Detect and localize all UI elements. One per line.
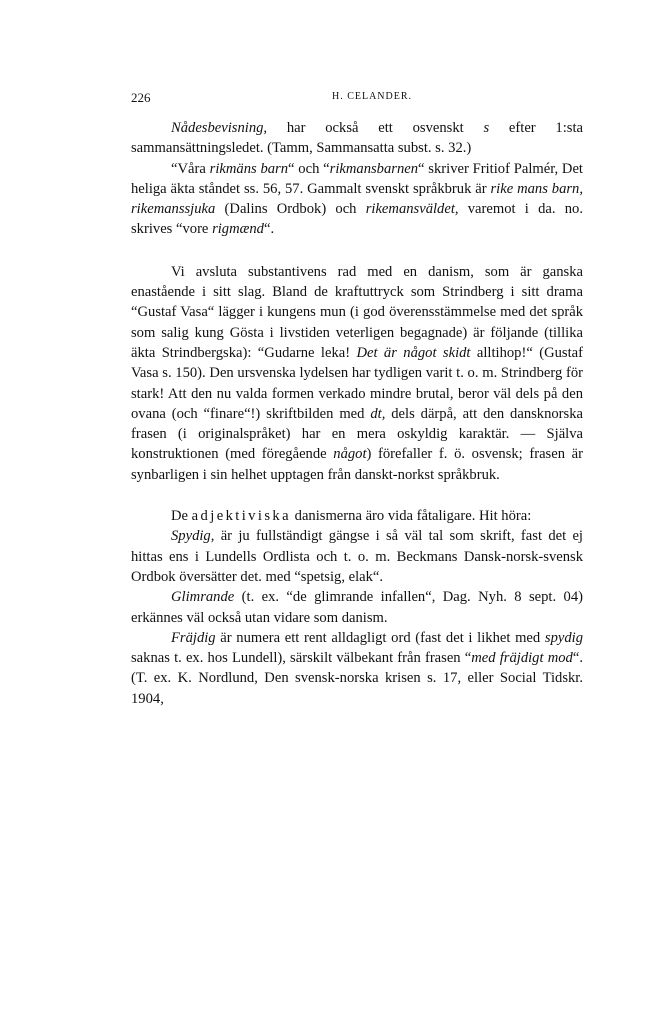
paragraph-gap <box>131 485 583 506</box>
paragraph <box>131 506 583 526</box>
text-run: (Dalins Ordbok) och <box>215 201 366 218</box>
text-run: “. (T. ex. K. Nordlund, Den svensk-norska krisen s. 17, eller Social Tidskr. 1904, <box>131 650 583 707</box>
paragraph <box>131 159 583 240</box>
text-run: är ju fullständigt gängse i så väl tal som skrift, fast det ej hittas ens i Lundells Ordlista och t. o. m. Beckmans Dansk-norsk-svensk Ordbok översätter det. med “spetsig, elak“. <box>131 528 583 585</box>
text-run: varemot i da. no. skrives “vore <box>131 201 583 238</box>
italic-text: Fräjdig <box>171 629 216 646</box>
italic-text: rigmænd <box>212 221 264 238</box>
paragraph <box>131 262 583 485</box>
text-run: “. <box>263 221 275 238</box>
text-run: ) förefaller f. ö. osvensk; frasen är synbarligen i sin helhet upptagen från danskt-norkst språkbruk. <box>131 446 583 483</box>
text-run: “ skriver Fritiof Palmér, Det heliga äkta ståndet ss. 56, 57. Gammalt svenskt språkbruk är <box>131 160 583 197</box>
text-run: saknas t. ex. hos Lundell), särskilt välbekant från frasen “ <box>131 650 472 667</box>
italic-text: Spydig, <box>171 528 215 545</box>
text-run: De <box>171 508 192 525</box>
italic-text: rikmäns barn <box>209 160 289 177</box>
text-run: danismerna äro vida fåtaligare. Hit höra: <box>291 508 532 525</box>
italic-text: något <box>333 446 367 463</box>
paragraph-gap <box>131 240 583 262</box>
text-run: Vi avsluta substantivens rad med en danism, som är ganska enastående i sitt slag. Bland de kraftuttryck som Strindberg i sitt drama “Gustaf Vasa“ lägger i kungens mun (i god överensstämmelse med det språk som salig kung Gösta i livstiden veterligen begagnade) är följande (tillika äkta Strindbergska): “Gudarne leka! <box>131 263 583 361</box>
spaced-text: adjektiviska <box>191 508 291 525</box>
text-run: “ och “ <box>288 160 330 177</box>
text-run: alltihop!“ (Gustaf Vasa s. 150). Den ursvenska lydelsen har tydligen varit t. o. m. Strindberg för stark! Att den nu valda formen verkado mindre brutal, beror väl dels på den ovana (och “finare“!) skriftbilden med <box>131 344 583 422</box>
italic-text: Nådesbevisning, <box>171 120 268 136</box>
text-run: har också ett osvenskt <box>267 120 484 136</box>
italic-text: Det är något skidt <box>356 344 471 361</box>
italic-text: rikmansbarnen <box>329 160 419 177</box>
text-run: (t. ex. “de glimrande infallen“, Dag. Nyh. 8 sept. 04) erkännes väl också utan vidare som danism. <box>131 589 583 626</box>
paragraph <box>131 628 583 709</box>
text-run: “Våra <box>171 160 210 177</box>
paragraph <box>131 118 583 159</box>
italic-text: dt, <box>370 405 386 422</box>
paragraph <box>131 526 583 587</box>
italic-text: rike mans barn, rikemanssjuka <box>131 180 583 218</box>
page-number: 226 <box>131 90 151 105</box>
text-run: efter 1:sta sammansättningsledet. (Tamm, Sammansatta subst. s. 32.) <box>131 120 583 157</box>
body-text <box>131 118 583 709</box>
italic-text: rikemansväldet, <box>365 201 459 218</box>
italic-text: Glimrande <box>171 589 235 606</box>
italic-text: s <box>483 120 490 136</box>
paragraph <box>131 587 583 628</box>
italic-text: med fräjdigt mod <box>471 650 573 667</box>
running-head: H. CELANDER. <box>331 91 413 102</box>
page-header <box>131 90 583 110</box>
text-run: är numera ett rent alldagligt ord (fast det i likhet med <box>215 629 545 646</box>
text-run: dels därpå, att den dansknorska frasen (i originalspråket) har en mera oskyldig karaktär. — Själva konstruktionen (med föregående <box>131 405 583 463</box>
italic-text: spydig <box>544 629 583 646</box>
